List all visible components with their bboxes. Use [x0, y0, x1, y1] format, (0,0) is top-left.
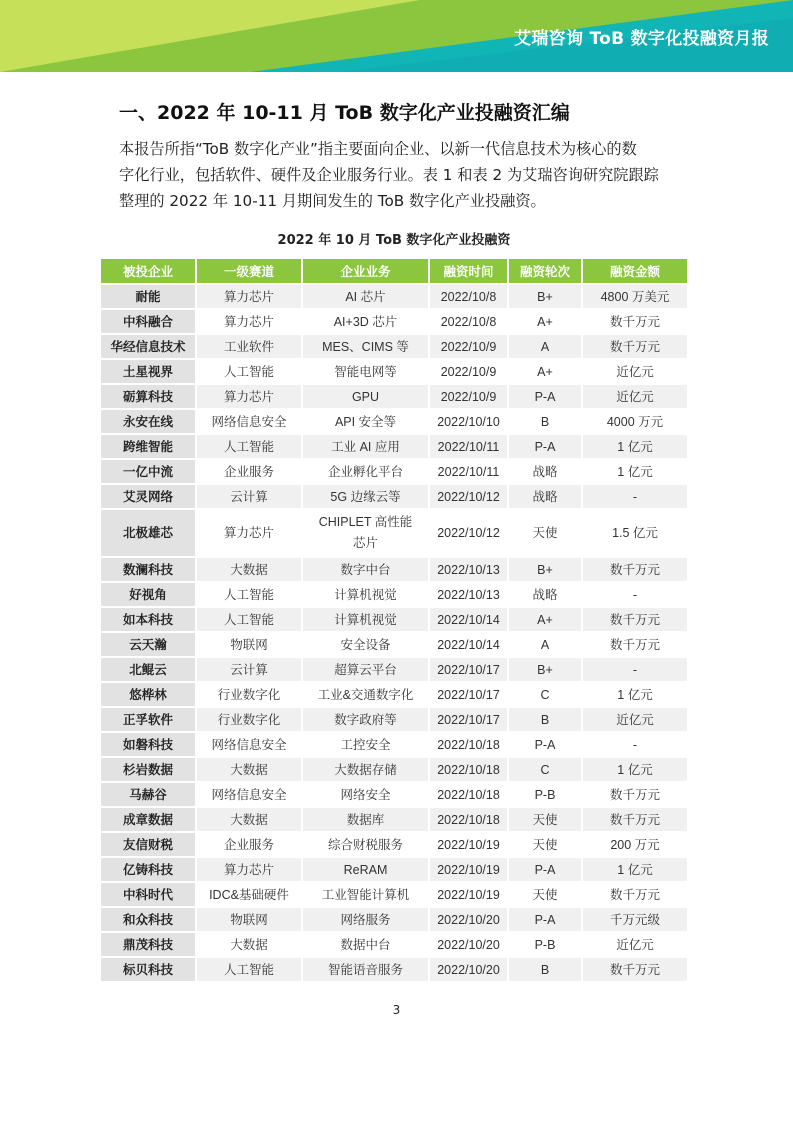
amount-cell: 1 亿元	[583, 758, 687, 781]
track-cell: 人工智能	[197, 583, 303, 606]
table-row	[101, 808, 687, 831]
amount-cell: 1 亿元	[583, 460, 687, 483]
column-header: 融资时间	[430, 259, 509, 283]
amount-cell: 4000 万元	[583, 410, 687, 433]
track-cell: 行业数字化	[197, 683, 303, 706]
track-cell: 云计算	[197, 658, 303, 681]
date-cell: 2022/10/20	[430, 933, 509, 956]
amount-cell: 数千万元	[583, 310, 687, 333]
round-cell: 战略	[509, 583, 583, 606]
track-cell: 网络信息安全	[197, 783, 303, 806]
round-cell: 天使	[509, 510, 583, 556]
company-cell: 正孚软件	[101, 708, 197, 731]
round-cell: C	[509, 758, 583, 781]
amount-cell: -	[583, 485, 687, 508]
track-cell: 人工智能	[197, 435, 303, 458]
amount-cell: 数千万元	[583, 958, 687, 981]
company-cell: 云天瀚	[101, 633, 197, 656]
amount-cell: 数千万元	[583, 608, 687, 631]
business-cell: AI 芯片	[303, 285, 430, 308]
column-header: 融资金额	[583, 259, 687, 283]
round-cell: P-A	[509, 385, 583, 408]
amount-cell: -	[583, 583, 687, 606]
track-cell: 物联网	[197, 908, 303, 931]
business-cell: 工业智能计算机	[303, 883, 430, 906]
business-cell: API 安全等	[303, 410, 430, 433]
column-header: 企业业务	[303, 259, 430, 283]
amount-cell: 数千万元	[583, 558, 687, 581]
table-row	[101, 658, 687, 681]
amount-cell: 千万元级	[583, 908, 687, 931]
amount-cell: 近亿元	[583, 360, 687, 383]
table-row	[101, 833, 687, 856]
date-cell: 2022/10/11	[430, 460, 509, 483]
amount-cell: 数千万元	[583, 783, 687, 806]
business-cell: AI+3D 芯片	[303, 310, 430, 333]
round-cell: B+	[509, 558, 583, 581]
company-cell: 中科融合	[101, 310, 197, 333]
track-cell: 工业软件	[197, 335, 303, 358]
table-row	[101, 510, 687, 556]
track-cell: 算力芯片	[197, 285, 303, 308]
round-cell: B	[509, 410, 583, 433]
date-cell: 2022/10/18	[430, 758, 509, 781]
round-cell: B	[509, 958, 583, 981]
date-cell: 2022/10/13	[430, 583, 509, 606]
company-cell: 北鲲云	[101, 658, 197, 681]
track-cell: 企业服务	[197, 833, 303, 856]
date-cell: 2022/10/18	[430, 808, 509, 831]
date-cell: 2022/10/18	[430, 733, 509, 756]
round-cell: B+	[509, 658, 583, 681]
company-cell: 华经信息技术	[101, 335, 197, 358]
company-cell: 跨维智能	[101, 435, 197, 458]
business-cell: 企业孵化平台	[303, 460, 430, 483]
amount-cell: 数千万元	[583, 633, 687, 656]
table-row	[101, 733, 687, 756]
amount-cell: 1 亿元	[583, 683, 687, 706]
date-cell: 2022/10/11	[430, 435, 509, 458]
intro-paragraph	[119, 136, 694, 214]
table-row	[101, 883, 687, 906]
table-row	[101, 858, 687, 881]
table-row	[101, 485, 687, 508]
track-cell: 大数据	[197, 758, 303, 781]
track-cell: 网络信息安全	[197, 410, 303, 433]
business-cell: 5G 边缘云等	[303, 485, 430, 508]
track-cell: IDC&基础硬件	[197, 883, 303, 906]
column-header: 一级赛道	[197, 259, 303, 283]
table-row	[101, 633, 687, 656]
date-cell: 2022/10/19	[430, 883, 509, 906]
date-cell: 2022/10/18	[430, 783, 509, 806]
track-cell: 云计算	[197, 485, 303, 508]
company-cell: 砺算科技	[101, 385, 197, 408]
business-cell: CHIPLET 高性能芯片	[303, 510, 430, 556]
track-cell: 人工智能	[197, 360, 303, 383]
date-cell: 2022/10/14	[430, 608, 509, 631]
date-cell: 2022/10/12	[430, 485, 509, 508]
business-cell: GPU	[303, 385, 430, 408]
business-cell: 数据中台	[303, 933, 430, 956]
round-cell: A	[509, 633, 583, 656]
business-cell: 计算机视觉	[303, 608, 430, 631]
round-cell: P-B	[509, 933, 583, 956]
report-title: 艾瑞咨询 ToB 数字化投融资月报	[514, 29, 769, 49]
table-row	[101, 608, 687, 631]
round-cell: 战略	[509, 460, 583, 483]
business-cell: 数字政府等	[303, 708, 430, 731]
date-cell: 2022/10/12	[430, 510, 509, 556]
business-cell: 超算云平台	[303, 658, 430, 681]
company-cell: 艾灵网络	[101, 485, 197, 508]
date-cell: 2022/10/17	[430, 683, 509, 706]
track-cell: 网络信息安全	[197, 733, 303, 756]
table-body	[101, 285, 687, 981]
company-cell: 耐能	[101, 285, 197, 308]
business-cell: 大数据存储	[303, 758, 430, 781]
date-cell: 2022/10/8	[430, 310, 509, 333]
company-cell: 土星视界	[101, 360, 197, 383]
round-cell: 天使	[509, 833, 583, 856]
round-cell: P-B	[509, 783, 583, 806]
round-cell: C	[509, 683, 583, 706]
business-cell: 综合财税服务	[303, 833, 430, 856]
date-cell: 2022/10/17	[430, 708, 509, 731]
amount-cell: 近亿元	[583, 385, 687, 408]
date-cell: 2022/10/20	[430, 908, 509, 931]
amount-cell: 1 亿元	[583, 858, 687, 881]
table-header-row	[101, 259, 687, 283]
business-cell: 安全设备	[303, 633, 430, 656]
header-banner	[0, 0, 793, 72]
track-cell: 算力芯片	[197, 385, 303, 408]
business-cell: 工业 AI 应用	[303, 435, 430, 458]
intro-line: 本报告所指“ToB 数字化产业”指主要面向企业、以新一代信息技术为核心的数	[119, 140, 637, 158]
round-cell: 天使	[509, 808, 583, 831]
table-row	[101, 435, 687, 458]
amount-cell: 4800 万美元	[583, 285, 687, 308]
amount-cell: 数千万元	[583, 335, 687, 358]
column-header: 被投企业	[101, 259, 197, 283]
amount-cell: 近亿元	[583, 708, 687, 731]
round-cell: P-A	[509, 858, 583, 881]
company-cell: 友信财税	[101, 833, 197, 856]
amount-cell: -	[583, 733, 687, 756]
track-cell: 算力芯片	[197, 510, 303, 556]
business-cell: 智能电网等	[303, 360, 430, 383]
amount-cell: 1 亿元	[583, 435, 687, 458]
company-cell: 如本科技	[101, 608, 197, 631]
company-cell: 亿铸科技	[101, 858, 197, 881]
table-row	[101, 933, 687, 956]
business-cell: MES、CIMS 等	[303, 335, 430, 358]
table-row	[101, 758, 687, 781]
business-cell: 数据库	[303, 808, 430, 831]
date-cell: 2022/10/9	[430, 385, 509, 408]
table-row	[101, 460, 687, 483]
round-cell: A+	[509, 310, 583, 333]
round-cell: A	[509, 335, 583, 358]
date-cell: 2022/10/9	[430, 335, 509, 358]
intro-line: 字化行业，包括软件、硬件及企业服务行业。表 1 和表 2 为艾瑞咨询研究院跟踪	[119, 166, 659, 184]
business-cell: 数字中台	[303, 558, 430, 581]
table-row	[101, 285, 687, 308]
date-cell: 2022/10/19	[430, 858, 509, 881]
company-cell: 悠桦林	[101, 683, 197, 706]
table-row	[101, 310, 687, 333]
business-cell: 智能语音服务	[303, 958, 430, 981]
track-cell: 行业数字化	[197, 708, 303, 731]
date-cell: 2022/10/17	[430, 658, 509, 681]
company-cell: 如磐科技	[101, 733, 197, 756]
round-cell: P-A	[509, 908, 583, 931]
company-cell: 永安在线	[101, 410, 197, 433]
company-cell: 成章数据	[101, 808, 197, 831]
table-row	[101, 410, 687, 433]
track-cell: 大数据	[197, 933, 303, 956]
round-cell: 天使	[509, 883, 583, 906]
company-cell: 标贝科技	[101, 958, 197, 981]
track-cell: 企业服务	[197, 460, 303, 483]
column-header: 融资轮次	[509, 259, 583, 283]
table-row	[101, 385, 687, 408]
date-cell: 2022/10/14	[430, 633, 509, 656]
amount-cell: 数千万元	[583, 808, 687, 831]
amount-cell: -	[583, 658, 687, 681]
company-cell: 鼎茂科技	[101, 933, 197, 956]
date-cell: 2022/10/10	[430, 410, 509, 433]
round-cell: A+	[509, 360, 583, 383]
table-row	[101, 708, 687, 731]
track-cell: 算力芯片	[197, 310, 303, 333]
section-title: 一、2022 年 10-11 月 ToB 数字化产业投融资汇编	[119, 102, 570, 124]
business-cell: 计算机视觉	[303, 583, 430, 606]
table-row	[101, 958, 687, 981]
round-cell: 战略	[509, 485, 583, 508]
financing-table	[101, 257, 687, 983]
business-cell: 网络安全	[303, 783, 430, 806]
round-cell: P-A	[509, 435, 583, 458]
amount-cell: 数千万元	[583, 883, 687, 906]
date-cell: 2022/10/20	[430, 958, 509, 981]
company-cell: 马赫谷	[101, 783, 197, 806]
company-cell: 杉岩数据	[101, 758, 197, 781]
company-cell: 和众科技	[101, 908, 197, 931]
company-cell: 中科时代	[101, 883, 197, 906]
company-cell: 北极雄芯	[101, 510, 197, 556]
track-cell: 物联网	[197, 633, 303, 656]
date-cell: 2022/10/13	[430, 558, 509, 581]
round-cell: A+	[509, 608, 583, 631]
company-cell: 一亿中流	[101, 460, 197, 483]
company-cell: 数澜科技	[101, 558, 197, 581]
track-cell: 大数据	[197, 558, 303, 581]
round-cell: B	[509, 708, 583, 731]
track-cell: 算力芯片	[197, 858, 303, 881]
date-cell: 2022/10/8	[430, 285, 509, 308]
page-number: 3	[392, 1003, 401, 1017]
business-cell: 工控安全	[303, 733, 430, 756]
table-row	[101, 683, 687, 706]
amount-cell: 近亿元	[583, 933, 687, 956]
table-row	[101, 335, 687, 358]
amount-cell: 1.5 亿元	[583, 510, 687, 556]
round-cell: P-A	[509, 733, 583, 756]
table-row	[101, 783, 687, 806]
table-row	[101, 908, 687, 931]
date-cell: 2022/10/19	[430, 833, 509, 856]
table-title: 2022 年 10 月 ToB 数字化产业投融资	[277, 233, 511, 248]
business-cell: ReRAM	[303, 858, 430, 881]
date-cell: 2022/10/9	[430, 360, 509, 383]
track-cell: 人工智能	[197, 958, 303, 981]
table-row	[101, 583, 687, 606]
company-cell: 好视角	[101, 583, 197, 606]
table-row	[101, 360, 687, 383]
intro-line: 整理的 2022 年 10-11 月期间发生的 ToB 数字化产业投融资。	[119, 192, 546, 210]
table-row	[101, 558, 687, 581]
amount-cell: 200 万元	[583, 833, 687, 856]
round-cell: B+	[509, 285, 583, 308]
business-cell: 工业&交通数字化	[303, 683, 430, 706]
track-cell: 大数据	[197, 808, 303, 831]
track-cell: 人工智能	[197, 608, 303, 631]
business-cell: 网络服务	[303, 908, 430, 931]
